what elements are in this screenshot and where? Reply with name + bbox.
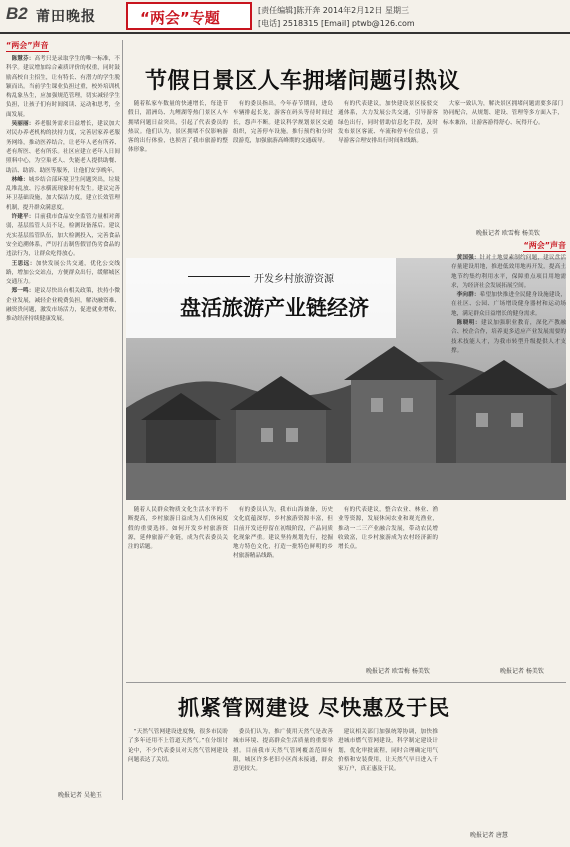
photo-kicker: 开发乡村旅游资源 (254, 274, 334, 285)
bottom-byline: 晚报记者 唐慧 (470, 832, 508, 839)
kicker-rule (188, 276, 250, 277)
rural-article-column-1: 随着人民群众物质文化生活水平的不断提高，乡村旅游日益成为人们休闲度假的重要选择。如何开发乡村旅游资源，延伸旅游产业链，成为代表委员关注的话题。 (128, 507, 228, 551)
right-paragraph: 李向群：希望加快推进全民健身设施建设，在社区、公园、广场增设健身器材和运动场地，满足群众日益增长的健身需求。 (451, 292, 566, 317)
bottom-article-column-1: “天然气管网建设进度慢，很多市民盼了多年还用不上管道天然气。”在分组讨论中，不少代表委员对天然气管网建设问题表达了关切。 (128, 729, 228, 763)
article-column-4: 大家一致认为，解决景区拥堵问题需要多部门协同配合，从规划、建设、管理等多方面入手，标本兼治，让游客游得舒心、玩得开心。 (443, 101, 563, 126)
editor-date-line: [责任编辑]陈开奔 2014年2月12日 星期三 (258, 6, 409, 15)
photo-headline: 盘活旅游产业链经济 (180, 296, 369, 320)
main-byline: 晚报记者 欧雪梅 杨美钦 (476, 230, 540, 237)
topic-title: “两会”专题 (140, 9, 220, 27)
rural-article-column-2: 有的委员认为，我市山海兼备，历史文化底蕴深厚，乡村旅游资源丰富，但目前开发还停留在初级阶段，产品同质化现象严重。建议坚持规划先行，挖掘地方特色文化，打造一批特色鲜明的乡村旅游精品线路。 (233, 507, 333, 560)
section-rule (126, 682, 566, 683)
left-paragraph: 林峰：城乡结合部环境卫生问题突出，垃圾乱堆乱放、污水横流现象时有发生。建议完善环卫基础设施，加大保洁力度，建立长效管理机制，提升群众满意度。 (6, 176, 120, 211)
left-paragraph: 陈慧芬：高考只是录取学生的唯一标准，不科学。建议增加综合素质评价的权重，同时鼓励高校自主招生，让有特长、有潜力的学生脱颖而出。当前学生课业负担过重，校外培训机构乱象丛生，应加强规范管理，切实减轻学生负担，让孩子们有时间阅读、运动和思考，全面发展。 (6, 56, 120, 118)
masthead (0, 0, 570, 34)
left-paragraph: 王思远：加快发展公共交通，优化公交线路，增加公交站点，方便群众出行，缓解城区交通压力。 (6, 260, 120, 286)
rural-article-column-3: 有的代表建议，整合农业、林业、渔业等资源，发展休闲农业和观光渔业，推动一二三产业融合发展，带动农民增收致富，让乡村旅游成为农村经济新的增长点。 (338, 507, 438, 551)
photo-title-panel (126, 258, 396, 338)
left-column-text (6, 55, 120, 325)
masthead-rule (0, 32, 570, 34)
article-column-3: 有的代表建议，加快建设景区接驳交通体系，大力发展公共交通，引导游客绿色出行，同时借助信息化手段，及时发布景区客流、车流和停车位信息，引导游客合理安排出行时间和线路。 (338, 101, 438, 145)
right-column-text (451, 254, 566, 356)
left-paragraph: 许建平：目前我市食品安全监管力量相对薄弱，基层监管人员不足，检测设备落后。建议充实基层监管队伍，加大检测投入，完善食品安全追溯体系，严厉打击制售假冒伪劣食品的违法行为，让群众吃得放心。 (6, 214, 120, 258)
article-column-2: 有的委员指出，今年春节期间，进岛车辆排起长龙，游客在码头等待时间过长，怨声不断。建议科学规划景区交通组织，完善停车设施，推行预约和分时段游览，加强旅游高峰期的交通疏导。 (233, 101, 333, 145)
right-paragraph: 黄国强：针对土地要素制约问题，建议盘活存量建设用地，推进低效用地再开发，提高土地节约集约利用水平，保障重点项目用地需求，为经济社会发展拓展空间。 (451, 255, 566, 289)
left-paragraph: 吴丽丽：养老服务需求日益增长，建议加大对民办养老机构的扶持力度，完善居家养老服务网络，推动医养结合，让老年人老有所养、老有所医、老有所乐。社区应建立老年人日间照料中心，为空巢老人、失能老人提供助餐、助洁、助浴、助医等服务，让他们安享晚年。 (6, 121, 120, 174)
column-tag: “两会”声音 (6, 41, 49, 50)
main-headline: 节假日景区人车拥堵问题引热议 (145, 69, 461, 94)
bottom-article-column-2: 委员们认为，推广使用天然气是改善城市环境、提高群众生活质量的重要举措。目前我市天然气管网覆盖范围有限，城区许多老旧小区尚未接通，群众意见较大。 (233, 729, 333, 773)
page-number: B2 (6, 4, 28, 23)
column-tag: “两会”声音 (523, 241, 566, 250)
left-byline: 晚报记者 吴艳玉 (58, 792, 102, 799)
topic-banner (126, 2, 252, 30)
rural-byline: 晚报记者 欧雪梅 杨美钦 (366, 668, 430, 675)
left-paragraph: 郑一鸣：建议尽快出台相关政策，扶持小微企业发展，减轻企业税费负担，解决融资难、融资贵问题，激发市场活力，促进就业增收，推动经济持续健康发展。 (6, 288, 120, 323)
paper-logo: 莆田晚报 (36, 9, 96, 25)
bottom-headline: 抓紧管网建设 尽快惠及于民 (178, 696, 451, 720)
right-byline: 晚报记者 杨美钦 (500, 668, 544, 675)
contact-line: [电话] 2518315 [Email] ptwb@126.com (258, 19, 415, 28)
column-divider (122, 40, 123, 800)
right-column (451, 240, 566, 664)
left-column (6, 40, 120, 780)
right-paragraph: 陈晓明：建议加强职业教育，深化产教融合、校企合作，培养更多适应产业发展需要的技术技能人才，为我市转型升级提供人才支撑。 (451, 320, 566, 354)
bottom-article-column-3: 建议相关部门加强统筹协调，加快推进城市燃气管网建设，科学制定建设计划，优化审批流程，同时合理确定用气价格和安装费用，让天然气早日进入千家万户，真正惠及于民。 (338, 729, 438, 773)
article-column-1: 随着私家车数量的快速增长，每逢节假日，湄洲岛、九鲤湖等热门景区人车拥堵问题日益突出，引起了代表委员的热议。他们认为，景区拥堵不仅影响游客的出行体验，也损害了我市旅游的整体形象。 (128, 101, 228, 154)
